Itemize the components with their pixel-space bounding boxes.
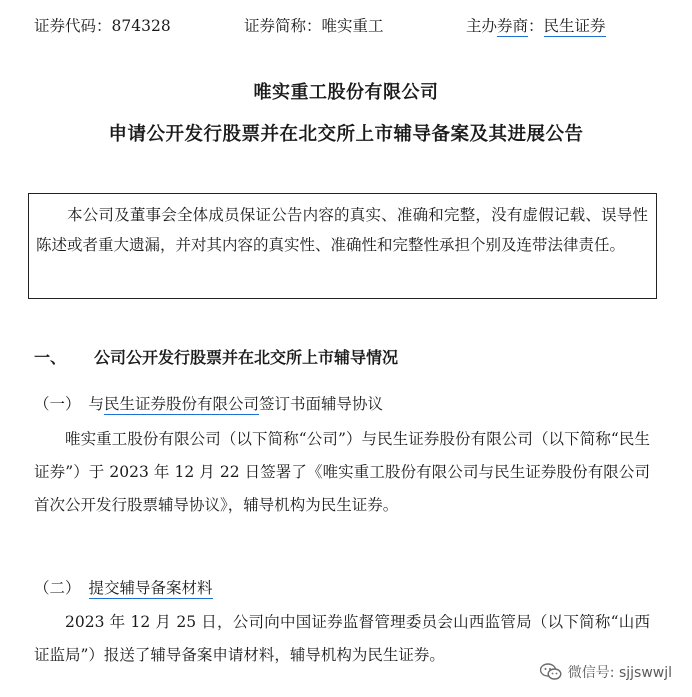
section-heading-1 [34, 345, 398, 368]
paragraph-filing: 2023 年 12 月 25 日，公司向中国证券监督管理委员会山西监管局（以下简称“山西证监局”）报送了辅导备案申请材料，辅导机构为民生证券。 [34, 613, 650, 664]
subsection-heading-1: （一） 与民生证券股份有限公司签订书面辅导协议 [34, 395, 384, 413]
header-line [34, 14, 662, 38]
sponsor-company-link[interactable]: 民生证券股份有限公司 [104, 395, 260, 413]
highlighted-heading[interactable]: 提交辅导备案材料 [88, 579, 213, 597]
subsection-heading-2: （二） 提交辅导备案材料 [34, 579, 213, 597]
company-title: 唯实重工股份有限公司 [253, 82, 439, 103]
watermark-text: 微信号: sjjswwjl [567, 665, 672, 681]
section-title: 公司公开发行股票并在北交所上市辅导情况 [94, 348, 399, 367]
lead-sponsor: 主办券商：民生证券 [466, 17, 606, 35]
security-abbreviation: 证券简称：唯实重工 [244, 17, 384, 35]
announcement-title: 申请公开发行股票并在北交所上市辅导备案及其进展公告 [108, 124, 584, 145]
sponsor-link[interactable]: 民生证券 [543, 17, 606, 35]
highlighted-term[interactable]: 券商 [497, 17, 529, 35]
section-number: 一、 [34, 348, 67, 367]
wechat-watermark [538, 661, 674, 683]
notice-text: 本公司及董事会全体成员保证公告内容的真实、准确和完整，没有虚假记载、误导性陈述或者重大遗漏，并对其内容的真实性、准确性和完整性承担个别及连带法律责任。 [36, 206, 648, 254]
paragraph-agreement: 唯实重工股份有限公司（以下简称“公司”）与民生证券股份有限公司（以下简称“民生证券”）于 2023 年 12 月 22 日签署了《唯实重工股份有限公司与民生证券股份有限公司首次公开发行股票辅导协议》，辅导机构为民生证券。 [34, 430, 650, 514]
security-code: 证券代码：874328 [34, 17, 171, 35]
wechat-icon [540, 663, 562, 681]
